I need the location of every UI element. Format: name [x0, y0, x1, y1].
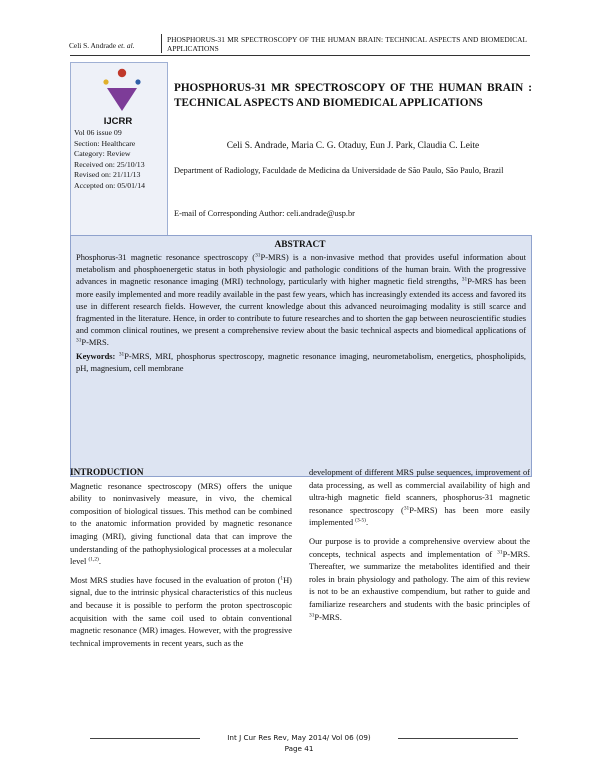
meta-category: Category: Review: [74, 149, 131, 159]
paragraph: Magnetic resonance spectroscopy (MRS) offers the unique ability to noninvasively measure, in vivo, the chemical composition of biological tissues. This method can be combined to the anatomic information provided by magnetic resonance imaging (MRI), giving functional data that can improve the understanding of the pathophysiological processes at a molecular level $^{(1,2)}$.: [70, 480, 292, 567]
footer-rule-right: [398, 738, 518, 739]
header-divider: [161, 34, 162, 53]
corresponding-email: E-mail of Corresponding Author: celi.andrade@usp.br: [174, 209, 355, 218]
page-number: Page 41: [284, 744, 314, 753]
running-author: Celi S. Andrade et. al.: [69, 41, 135, 50]
meta-accepted: Accepted on: 05/01/14: [74, 180, 146, 190]
paragraph: Our purpose is to provide a comprehensive overview about the concepts, technical aspects and implementation of $^{31}$P-MRS. Thereafter, we summarize the metabolites identified and their roles in brain physiology and pathology. The aim of this review is not to be an exhaustive compendium, but rather to guide and familiarize researchers and students with the basic principles of $^{31}$P-MRS.: [309, 535, 530, 622]
abstract-heading: ABSTRACT: [274, 240, 326, 250]
journal-logo-name: IJCRR: [103, 116, 133, 127]
article-title: PHOSPHORUS-31 MR SPECTROSCOPY OF THE HUMAN BRAIN : TECHNICAL ASPECTS AND BIOMEDICAL APPLICATIONS: [174, 82, 532, 109]
article-meta: [74, 128, 145, 192]
paragraph: Most MRS studies have focused in the evaluation of proton ($^1$H) signal, due to the intrinsic physical characteristics of this nucleus and because it is possible to perform the proton spectroscopic acquisition with the same coil used to obtain conventional magnetic resonance (MR) images. However, with the progressive technical improvements in recent years, such as the: [70, 574, 292, 648]
meta-revised: Revised on: 21/11/13: [74, 170, 141, 180]
author-list: Celi S. Andrade, Maria C. G. Otaduy, Eun J. Park, Claudia C. Leite: [226, 141, 480, 151]
abstract-text: Phosphorus-31 magnetic resonance spectroscopy ($^{31}$P-MRS) is a non-invasive method that provides useful information about metabolism and phosphoenergetic status in both physiologic and pathologic conditions of the human brain. With the progressive advances in magnetic resonance imaging (MRI) technology, particularly with higher magnetic field strengths, $^{31}$P-MRS has been more easily implemented and more readily available in the past few years, which has increasingly extended its access and favored its use in different research fields. However, the current knowledge about this advanced neuroimaging modality is still scarce and fragmented in the literature. Hence, in order to contribute to future researches and to shorten the gap between neuroscientific studies and common clinical routines, we present a comprehensive review about the basic technical aspects and biomedical applications of $^{31}$P-MRS. Keywords: $^{31}$P-MRS, MRI, phosphorus spectroscopy, magnetic resonance imaging, neurometabolism, energetics, phospholipids, pH, magnesium, cell membrane: [76, 252, 526, 373]
meta-received: Received on: 25/10/13: [74, 159, 145, 169]
affiliation: Department of Radiology, Faculdade de Medicina da Universidade de São Paulo, São Paulo, Brazil: [174, 166, 504, 175]
journal-logo-icon: [92, 67, 152, 121]
running-title: PHOSPHORUS-31 MR SPECTROSCOPY OF THE HUMAN BRAIN: TECHNICAL ASPECTS AND BIOMEDICAL APPLICATIONS: [167, 35, 527, 53]
keywords: Keywords: $^{31}$P-MRS, MRI, phosphorus spectroscopy, magnetic resonance imaging, neurometabolism, energetics, phospholipids, pH, magnesium, cell membrane: [76, 350, 526, 373]
section-heading: INTRODUCTION: [70, 467, 144, 477]
meta-volume: Vol 06 issue 09: [74, 128, 122, 137]
paragraph: development of different MRS pulse sequences, improvement of data processing, as well as commercial availability of high and ultra-high magnetic field scanners, phosphorus-31 magnetic resonance spectroscopy ($^{31}$P-MRS) has been more easily implemented $^{(3-5)}$.: [309, 467, 531, 528]
header-rule: [70, 55, 530, 56]
footer-rule-left: [90, 738, 200, 739]
footer-citation: Int J Cur Res Rev, May 2014/ Vol 06 (09): [227, 733, 371, 742]
meta-section: Section: Healthcare: [74, 138, 136, 148]
body-column-right: [309, 466, 530, 623]
body-column-left: [70, 466, 292, 649]
